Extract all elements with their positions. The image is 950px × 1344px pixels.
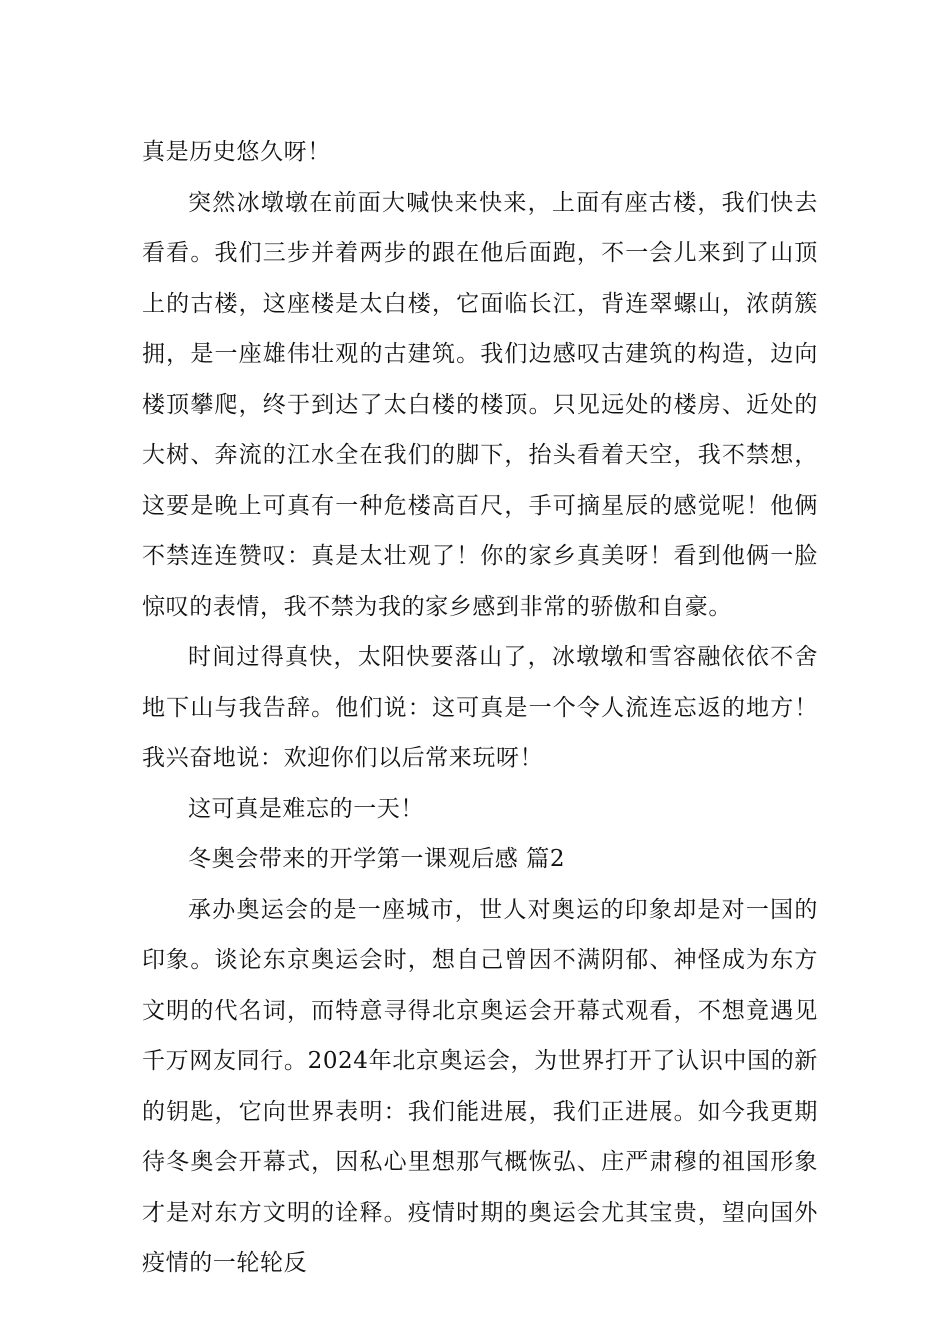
- paragraph-4: 这可真是难忘的一天！: [188, 795, 424, 822]
- paragraph-3: 时间过得真快，太阳快要落山了，冰墩墩和雪容融依依不舍地下山与我告辞。他们说：这可真是一个令人流连忘返的地方！我兴奋地说：欢迎你们以后常来玩呀！: [142, 644, 818, 771]
- paragraph-1: 真是历史悠久呀！: [142, 139, 331, 165]
- section-heading: 冬奥会带来的开学第一课观后感 篇2: [188, 846, 566, 872]
- document-body: [142, 127, 818, 1289]
- paragraph-5: 承办奥运会的是一座城市，世人对奥运的印象却是对一国的印象。谈论东京奥运会时，想自己曾因不满阴郁、神怪成为东方文明的代名词，而特意寻得北京奥运会开幕式观看，不想竟遇见千万网友同行。2024年北京奥运会，为世界打开了认识中国的新的钥匙，它向世界表明：我们能进展，我们正进展。如今我更期待冬奥会开幕式，因私心里想那气概恢弘、庄严肃穆的祖国形象才是对东方文明的诠释。疫情时期的奥运会尤其宝贵，望向国外疫情的一轮轮反: [142, 896, 818, 1276]
- paragraph-2: 突然冰墩墩在前面大喊快来快来，上面有座古楼，我们快去看看。我们三步并着两步的跟在他后面跑，不一会儿来到了山顶上的古楼，这座楼是太白楼，它面临长江，背连翠螺山，浓荫簇拥，是一座雄伟壮观的古建筑。我们边感叹古建筑的构造，边向楼顶攀爬，终于到达了太白楼的楼顶。只见远处的楼房、近处的大树、奔流的江水全在我们的脚下，抬头看着天空，我不禁想，这要是晚上可真有一种危楼高百尺，手可摘星辰的感觉呢！他俩不禁连连赞叹：真是太壮观了！你的家乡真美呀！看到他俩一脸惊叹的表情，我不禁为我的家乡感到非常的骄傲和自豪。: [142, 189, 818, 620]
